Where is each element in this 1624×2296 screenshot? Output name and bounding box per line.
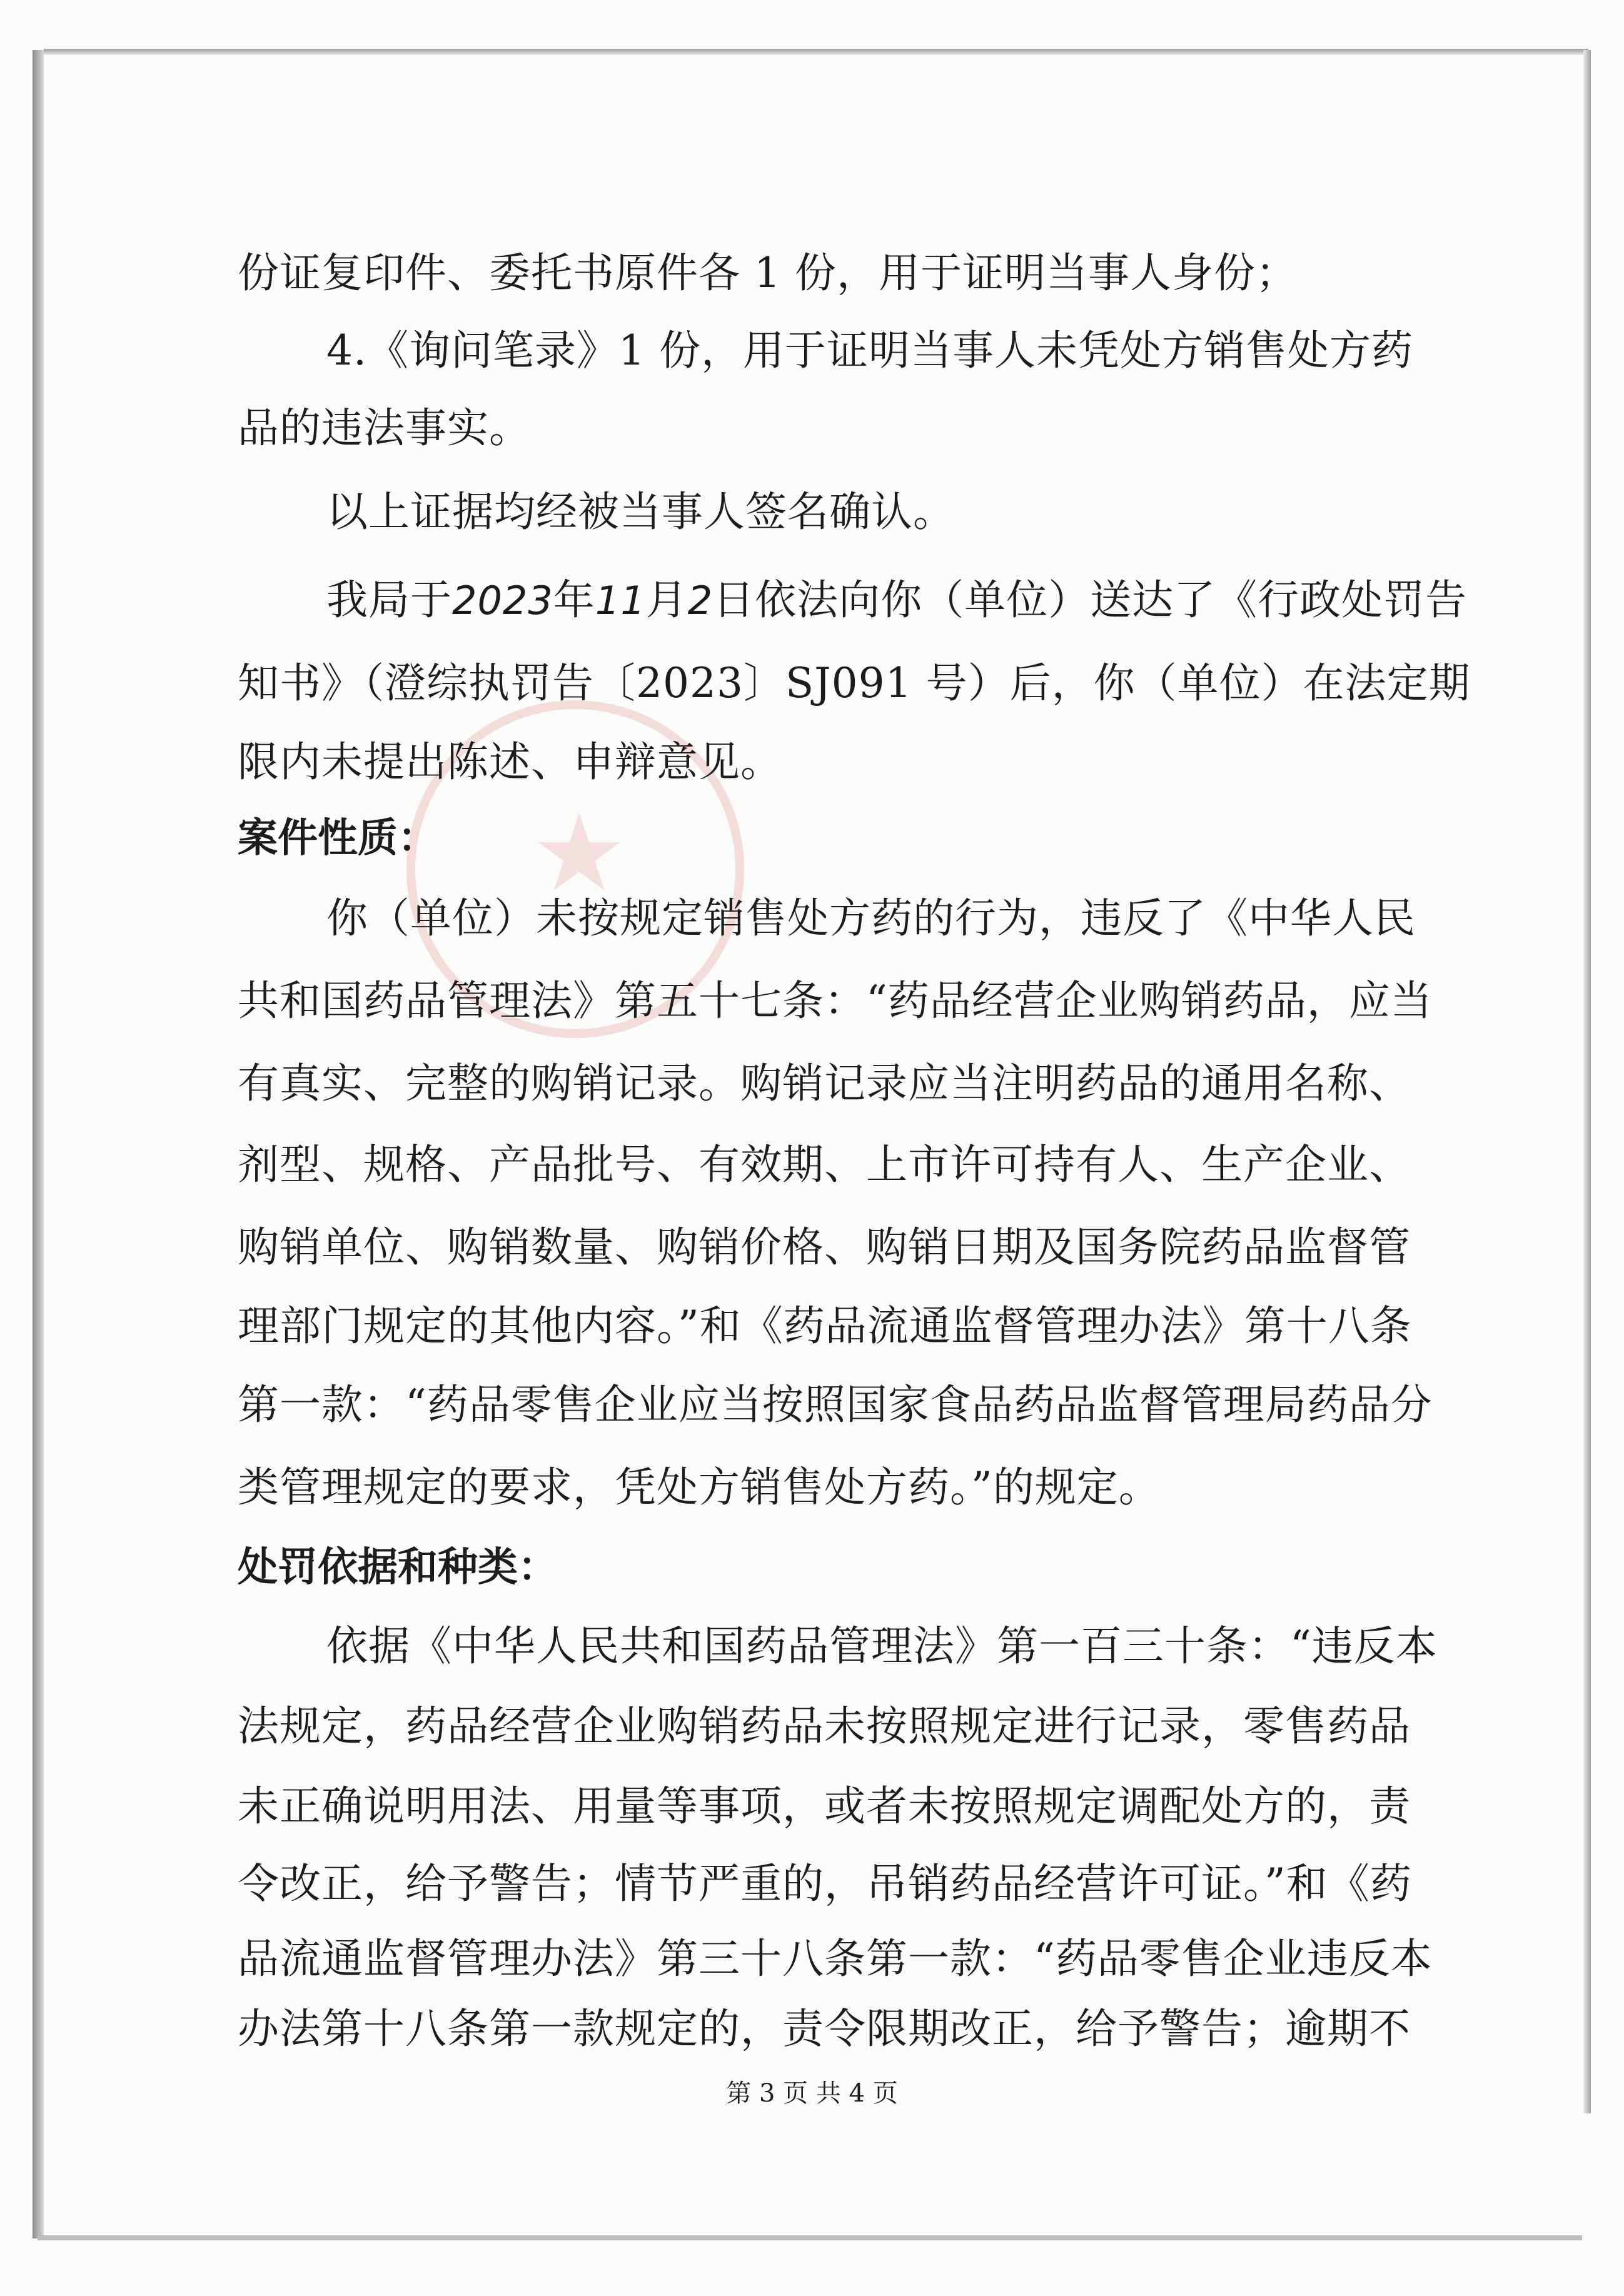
case-nature-line-6: 理部门规定的其他内容。”和《药品流通监督管理办法》第十八条: [238, 1302, 1412, 1350]
case-nature-line-2: 共和国药品管理法》第五十七条：“药品经营企业购销药品，应当: [238, 977, 1433, 1025]
case-nature-line-7: 第一款：“药品零售企业应当按照国家食品药品监督管理局药品分: [238, 1381, 1433, 1429]
penalty-basis-line-2: 法规定，药品经营企业购销药品未按照规定进行记录，零售药品: [238, 1702, 1411, 1750]
scan-left-edge: [33, 50, 44, 2238]
evidence-item-4-line-1: 4.《询问笔录》1 份，用于证明当事人未凭处方销售处方药: [326, 326, 1413, 375]
section-heading-case-nature: 案件性质：: [238, 815, 438, 862]
service-notice-line-1: [326, 576, 1468, 624]
evidence-confirmation: 以上证据均经被当事人签名确认。: [326, 488, 955, 536]
penalty-basis-line-5: 品流通监督管理办法》第三十八条第一款：“药品零售企业违反本: [238, 1935, 1433, 1983]
service-prefix: 我局于: [326, 576, 452, 624]
evidence-item-4-line-2: 品的违法事实。: [238, 404, 531, 452]
case-nature-line-8: 类管理规定的要求，凭处方销售处方药。”的规定。: [238, 1463, 1161, 1511]
penalty-basis-line-3: 未正确说明用法、用量等事项，或者未按照规定调配处方的，责: [238, 1782, 1411, 1830]
service-notice-line-3: 限内未提出陈述、申辩意见。: [238, 738, 782, 786]
case-nature-line-4: 剂型、规格、产品批号、有效期、上市许可持有人、生产企业、: [238, 1140, 1411, 1189]
service-suffix: 日依法向你（单位）送达了《行政处罚告: [713, 576, 1468, 624]
case-nature-line-3: 有真实、完整的购销记录。购销记录应当注明药品的通用名称、: [238, 1059, 1411, 1107]
handwritten-day: 2: [687, 578, 714, 623]
seal-star-icon: ★: [532, 792, 627, 915]
year-unit: 年: [553, 576, 595, 624]
page-number-footer: 第 3 页 共 4 页: [726, 2079, 898, 2108]
section-heading-penalty-basis: 处罚依据和种类：: [238, 1544, 558, 1591]
penalty-basis-line-1: 依据《中华人民共和国药品管理法》第一百三十条：“违反本: [326, 1622, 1438, 1670]
handwritten-year: 2023: [452, 578, 553, 623]
penalty-basis-line-4: 令改正，给予警告；情节严重的，吊销药品经营许可证。”和《药: [238, 1860, 1412, 1908]
penalty-basis-line-6: 办法第十八条第一款规定的，责令限期改正，给予警告；逾期不: [238, 2005, 1411, 2053]
service-notice-line-2: 知书》（澄综执罚告〔2023〕SJ091 号）后，你（单位）在法定期: [238, 659, 1471, 707]
case-nature-line-1: 你（单位）未按规定销售处方药的行为，违反了《中华人民: [326, 894, 1416, 942]
scan-bottom-edge: [38, 2235, 1582, 2240]
case-nature-line-5: 购销单位、购销数量、购销价格、购销日期及国务院药品监督管: [238, 1223, 1411, 1271]
scan-right-edge: [1583, 50, 1591, 2113]
month-unit: 月: [645, 576, 688, 624]
evidence-line-1: 份证复印件、委托书原件各 1 份，用于证明当事人身份；: [238, 249, 1298, 297]
handwritten-month: 11: [595, 578, 646, 623]
scan-top-edge: [44, 49, 1588, 55]
